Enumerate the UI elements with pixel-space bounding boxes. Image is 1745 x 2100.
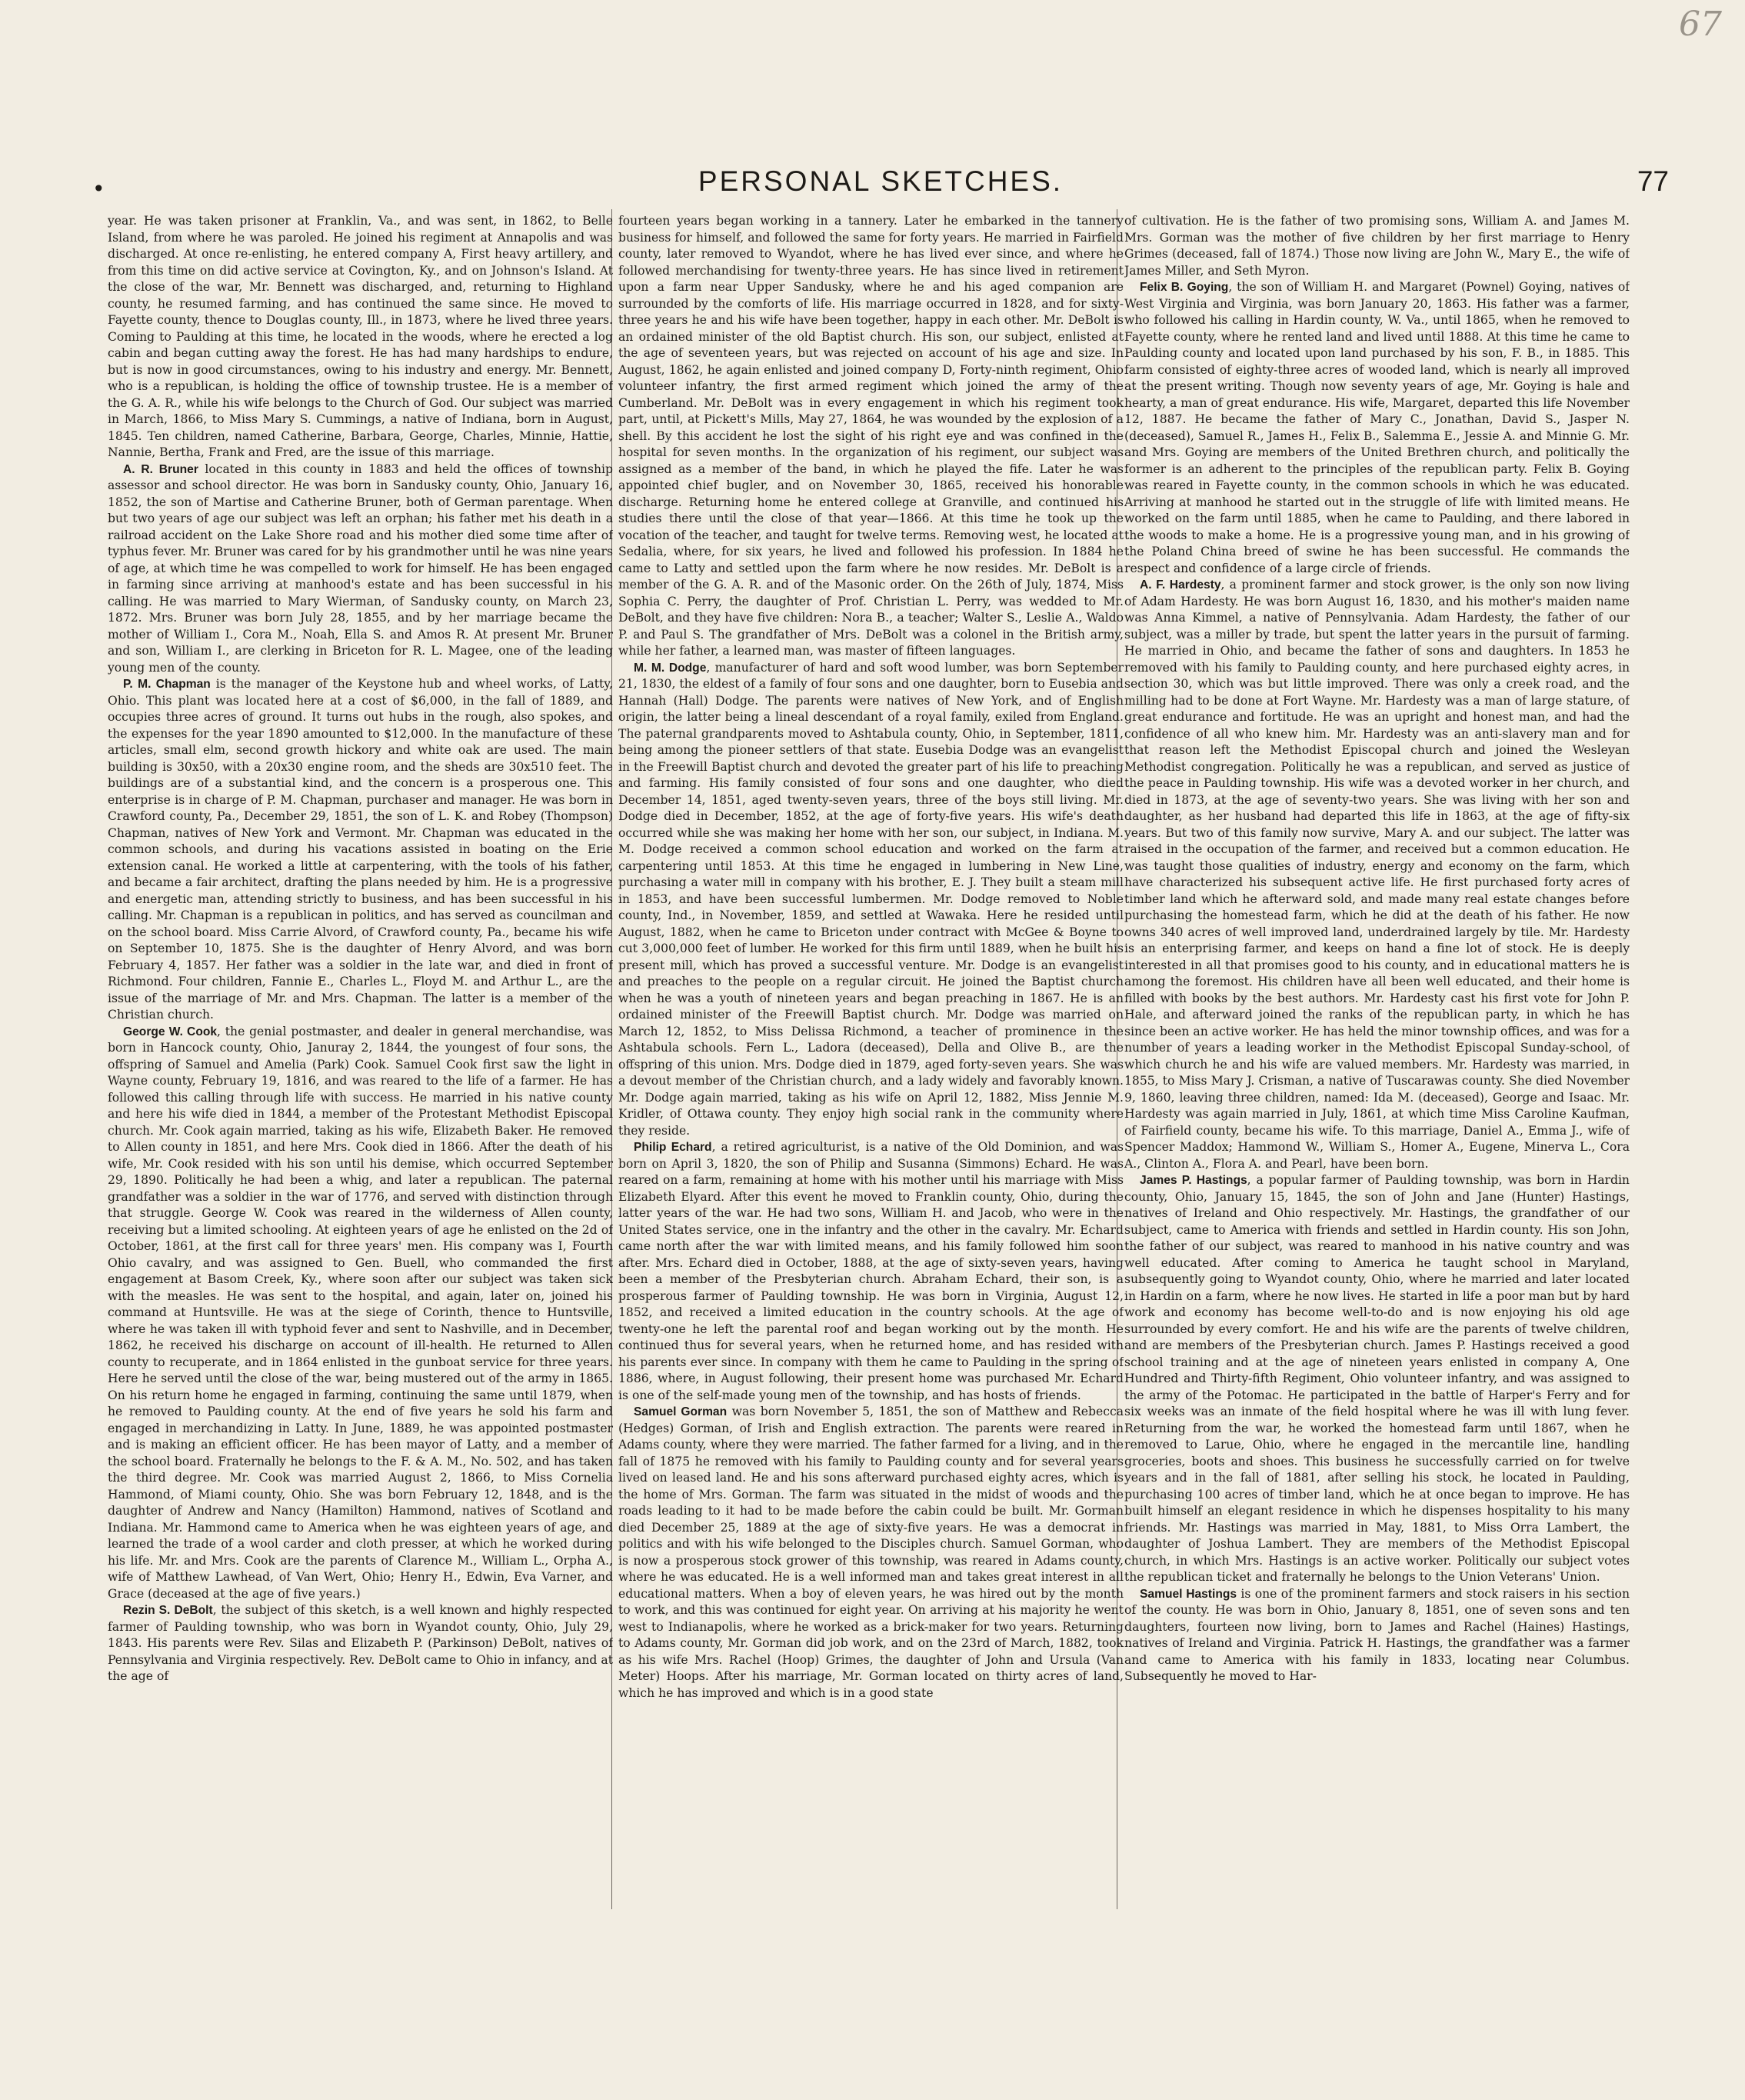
- hastings-sketch: [1124, 1172, 1630, 1586]
- hardesty-name: A. F. Hardesty: [1140, 578, 1221, 592]
- gorman-sketch: [618, 1404, 1124, 1702]
- debolt-name: Rezin S. DeBolt: [123, 1604, 213, 1617]
- cook-sketch: [108, 1024, 613, 1603]
- handwritten-page-mark: 67: [1679, 5, 1722, 44]
- cook-name: George W. Cook: [123, 1025, 218, 1038]
- bruner-sketch: [108, 462, 613, 677]
- chapman-text: is the manager of the Keystone hub and wheel works, of Latty, Ohio. This plant was located here at a cost of $6,000, in the fall of 1889, and occupies three acres of ground. It turns out hubs in the rough, also spokes, and the expenses for the year 1890 amounted to $12,000. In the manufacture of these articles, small elm, second growth hickory and white oak are used. The main building is 30x50, with a 20x30 engine room, and the sheds are 30x510 feet. The buildings are of a substantial kind, and the concern is a prosperous one. This enterprise is in charge of P. M. Chapman, purchaser and manager. He was born in Crawford county, Pa., December 29, 1851, the son of L. K. and Robey (Thompson) Chapman, natives of New York and Vermont. Mr. Chapman was educated in the common schools, and during his vacations assisted in boating on the Erie extension canal. He worked a little at carpentering, with the tools of his father, and became a fair architect, drafting the plans needed by him. He is a progressive and energetic man, attending strictly to business, and has been successful in his calling. Mr. Chapman is a republican in politics, and has served as councilman and on the school board. Miss Carrie Alvord, of Crawford county, Pa., became his wife on September 10, 1875. She is the daughter of Henry Alvord, and was born February 4, 1857. Her father was a soldier in the late war, and died in front of Richmond. Four children, Fannie E., Charles L., Floyd M. and Arthur L., are the issue of the marriage of Mr. and Mrs. Chapman. The latter is a member of the Christian church.: [108, 677, 613, 1022]
- chapman-name: P. M. Chapman: [123, 678, 211, 691]
- goying-sketch: [1124, 279, 1630, 577]
- goying-text: , the son of William H. and Margaret (Pownel) Goying, natives of West Virginia and Virginia, was born January 20, 1863. His father was a farmer, who followed his calling in Hardin county, W. Va., until 1865, when he removed to Fayette county, where he rented land and lived until 1888. At this time he came to Paulding county and located upon land purchased by his son, F. B., in 1885. This farm consisted of eighty-three acres of wooded land, which is nearly all improved at the present writing. Though now seventy years of age, Mr. Goying is hale and hearty, a man of great endurance. His wife, Margaret, departed this life November 12, 1887. He became the father of Mary C., Jonathan, David S., Jasper N. (deceased), Samuel R., James H., Felix B., Salemma E., Jessie A. and Minnie G. Mr. and Mrs. Goying are members of the United Brethren church, and politically the former is an adherent to the principles of the republican party. Felix B. Goying was reared in Fayette county, in the common schools in which he was educated. Arriving at manhood he started out in the struggle of life with limited means. He worked on the farm until 1885, when he came to Paulding, and there labored in the woods to make a home. He is a progressive young man, and in his growing of the Poland China breed of swine he has been successful. He commands the respect and confidence of a large circle of friends.: [1124, 280, 1630, 575]
- text-column-2: [618, 213, 1124, 1912]
- bennett-sketch-continued: year. He was taken prisoner at Franklin, Va., and was sent, in 1862, to Belle Island, from where he was paroled. He joined his regiment at Annapolis and was discharged. At once re-enlisting, he entered company A, First heavy artillery, and from this time on did active service at Covington, Ky., and on Johnson's Island. At the close of the war, Mr. Bennett was discharged, and, returning to Highland county, he resumed farming, and has continued the same since. He moved to Fayette county, thence to Douglas county, Ill., in 1873, where he lived three years. Coming to Paulding at this time, he located in the woods, where he erected a log cabin and began cutting away the forest. He has had many hardships to endure, but is now in good circumstances, owing to his industry and energy. Mr. Bennett, who is a republican, is holding the office of township trustee. He is a member of the G. A. R., while his wife belongs to the Church of God. Our subject was married in March, 1866, to Miss Mary S. Cummings, a native of Indiana, born in August, 1845. Ten children, named Catherine, Barbara, George, Charles, Minnie, Hattie, Nannie, Bertha, Frank and Fred, are the issue of this marriage.: [108, 214, 613, 459]
- text-column-3: [1124, 213, 1630, 1912]
- text-column-1: [108, 213, 613, 1912]
- hastings-text: , a popular farmer of Paulding township, was born in Hardin county, Ohio, January 15, 1845, the son of John and Jane (Hunter) Hastings, natives of Ireland and Ohio respectively. Mr. Hastings, the grandfather of our subject, came to America with friends and settled in Hardin county. His son John, the father of our subject, was reared to manhood in his native country and was well educated. After coming to America he taught school in Maryland, subsequently going to Wyandot county, Ohio, where he married and later located in Hardin on a farm, where he now lives. He started in life a poor man but by hard work and economy has become well-to-do and is now enjoying his old age surrounded by every comfort. He and his wife are the parents of twelve children, and are members of the Presbyterian church. James P. Hastings received a good school training and at the age of nineteen years enlisted in company A, One Hundred and Thirty-fifth Regiment, Ohio volunteer infantry, and was assigned to the army of the Potomac. He participated in the battle of Harper's Ferry and for six weeks was an inmate of the field hospital where he was ill with lung fever. Returning from the war, he worked the homestead farm until 1867, when he removed to Larue, Ohio, where he engaged in the mercantile line, handling groceries, boots and shoes. This business he successfully carried on for twelve years and in the fall of 1881, after selling his stock, he located in Paulding, purchasing 100 acres of timber land, which he at once began to improve. He has built himself an elegant residence in which he dispenses hospitality to his many friends. Mr. Hastings was married in May, 1881, to Miss Orra Lambert, the daughter of Joshua Lambert. They are members of the Methodist Episcopal church, in which Mrs. Hastings is an active worker. Politically our subject votes the republican ticket and fraternally he belongs to the Union Veterans' Union.: [1124, 1173, 1630, 1584]
- samuel-hastings-name: Samuel Hastings: [1140, 1587, 1237, 1601]
- page-header: [92, 165, 1669, 204]
- debolt-sketch: [108, 1602, 613, 1685]
- debolt-sketch-continued: fourteen years began working in a tannery. Later he embarked in the tannery business for himself, and followed the same for forty years. He married in Fairfield county, later removed to Wyandot, where he has lived ever since, and where he followed merchandising for twenty-three years. He has since lived in retirement upon a farm near Upper Sandusky, where he and his aged companion are surrounded by the comforts of life. His marriage occurred in 1828, and for sixty-three years he and his wife have been together, happy in each other. Mr. DeBolt is an ordained minister of the old Baptist church. His son, our subject, enlisted at the age of seventeen years, but was rejected on account of his age and size. In August, 1862, he again enlisted and joined company D, Forty-ninth regiment, Ohio volunteer infantry, the first armed regiment which joined the army of the Cumberland. Mr. DeBolt was in every engagement in which his regiment took part, until, at Pickett's Mills, May 27, 1864, he was wounded by the explosion of a shell. By this accident he lost the sight of his right eye and was confined in the hospital for seven months. In the organization of his regiment, our subject was assigned as a member of the band, in which he played the fife. Later he was appointed chief bugler, and on November 30, 1865, received his honorable discharge. Returning home he entered college at Granville, and continued his studies there until the close of that year—1866. At this time he took up the vocation of the teacher, and taught for twelve terms. Removing west, he located at Sedalia, where, for six years, he lived and followed his profession. In 1884 he came to Latty and settled upon the farm where he now resides. Mr. DeBolt is a member of the G. A. R. and of the Masonic order. On the 26th of July, 1874, Miss Sophia C. Perry, the daughter of Prof. Christian L. Perry, was wedded to Mr. DeBolt, and they have five children: Nora B., a teacher; Walter S., Leslie A., Waldo P. and Paul S. The grandfather of Mrs. DeBolt was a colonel in the British army, while her father, a learned man, was master of fifteen languages.: [618, 214, 1124, 658]
- dodge-sketch: [618, 660, 1124, 1140]
- samuel-hastings-text: is one of the prominent farmers and stock raisers in his section of the county. He was born in Ohio, January 8, 1851, one of seven sons and ten daughters, fourteen now living, born to James and Rachel (Haines) Hastings, natives of Ireland and Virginia. Patrick H. Hastings, the grandfather was a farmer and came to America with his family in 1833, locating near Columbus. Subsequently he moved to Har-: [1124, 1586, 1630, 1683]
- hardesty-text: , a prominent farmer and stock grower, is the only son now living of Adam Hardesty. He was born August 16, 1830, and his mother's maiden name was Anna Kimmel, a native of Pennsylvania. Adam Hardesty, the father of our subject, was a miller by trade, but spent the latter years in the pursuit of farming. He married in Ohio, and became the father of sons and daughters. In 1853 he removed with his family to Paulding county, and here purchased eighty acres, in section 30, which was but little improved. There was only a creek road, and the milling had to be done at Fort Wayne. Mr. Hardesty was a man of large stature, of great endurance and fortitude. He was an upright and honest man, and had the confidence of all who knew him. Mr. Hardesty was an anti-slavery man and for that reason left the Methodist Episcopal church and joined the Wesleyan Methodist congregation. Politically he was a republican, and served as justice of the peace in Paulding township. His wife was a devoted worker in her church, and died in 1873, at the age of seventy-two years. She was living with her son and daughter, as her husband had departed this life in 1863, at the age of fifty-six years. But two of this family now survive, Mary A. and our subject. The latter was raised in the occupation of the farmer, and received but a common education. He was taught those qualities of industry, energy and economy on the farm, which have characterized his subsequent active life. He first purchased forty acres of timber land which he afterward sold, and made many real estate changes before purchasing the homestead farm, which he did at the death of his father. He now owns 340 acres of well improved land, underdrained largely by tile. Mr. Hardesty is an enterprising farmer, and keeps on hand a fine lot of stock. He is deeply interested in all that promises good to his county, and in educational matters he is among the foremost. His children have all been well educated, and their home is filled with books by the best authors. Mr. Hardesty cast his first vote for John P. Hale, and afterward joined the ranks of the republican party, in which he has since been an active worker. He has held the minor township offices, and was for a number of years a leading worker in the Methodist Episcopal Sunday-school, of which church he and his wife are valued members. Mr. Hardesty was married, in 1855, to Miss Mary J. Crisman, a native of Tuscarawas county. She died November 9, 1860, leaving three children, named: Ida M. (deceased), George and Isaac. Mr. Hardesty was again married in July, 1861, at which time Miss Caroline Kaufman, of Fairfield county, became his wife. To this marriage, Daniel A., Emma J., wife of Spencer Maddox; Hammond W., William S., Homer A., Eugene, Minerva L., Cora A., Clinton A., Flora A. and Pearl, have been born.: [1124, 578, 1630, 1171]
- hastings-name: James P. Hastings: [1140, 1174, 1247, 1187]
- gorman-sketch-continued: of cultivation. He is the father of two promising sons, William A. and James M. Mrs. Gorman was the mother of five children by her first marriage to Henry Grimes (deceased, fall of 1874.) Those now living are John W., Mary E., the wife of James Miller, and Seth Myron.: [1124, 214, 1630, 278]
- gorman-text: was born November 5, 1851, the son of Matthew and Rebecca (Hedges) Gorman, of Irish and English extraction. The parents were reared in Adams county, where they were married. The father farmed for a living, and in the fall of 1875 he removed with his family to Paulding county and for several years lived on leased land. He and his sons afterward purchased eighty acres, which is the home of Mrs. Gorman. The farm was situated in the midst of woods and the roads leading to it had to be made before the cabin could be built. Mr. Gorman died December 25, 1889 at the age of sixty-five years. He was a democrat in politics and with his wife belonged to the Disciples church. Samuel Gorman, who is now a prosperous stock grower of this township, was reared in Adams county, where he was educated. He is a well informed man and takes great interest in all educational matters. When a boy of eleven years, he was hired out by the month to work, and this was continued for eight year. On arriving at his majority he went west to Indianapolis, where he worked as a brick-maker for two years. Returning to Adams county, Mr. Gorman did job work, and on the 23rd of March, 1882, took as his wife Mrs. Rachel (Hoop) Grimes, the daughter of John and Ursula (Van Meter) Hoops. After his marriage, Mr. Gorman located on thirty acres of land, which he has improved and which is in a good state: [618, 1405, 1124, 1700]
- echard-text: , a retired agriculturist, is a native of the Old Dominion, and was born on April 3, 1820, the son of Philip and Susanna (Simmons) Echard. He was reared on a farm, remaining at home with his mother until his marriage with Miss Elizabeth Elyard. After this event he moved to Franklin county, Ohio, during the latter years of the war. He had two sons, William H. and Jacob, who were in the United States service, one in the infantry and the other in the cavalry. Mr. Echard came north after the war with limited means, and his family followed him soon after. Mrs. Echard died in October, 1888, at the age of sixty-seven years, having been a member of the Presbyterian church. Abraham Echard, their son, is a prosperous farmer of Paulding township. He was born in Virginia, August 12, 1852, and received a limited education in the country schools. At the age of twenty-one he left the parental roof and began working out by the month. He continued thus for several years, when he returned home, and has resided with his parents ever since. In company with them he came to Paulding in the spring of 1886, where, in August following, their present home was purchased Mr. Echard is one of the self-made young men of the township, and has hosts of friends.: [618, 1140, 1124, 1402]
- bruner-text: located in this county in 1883 and held the offices of township assessor and school director. He was born in Sandusky county, Ohio, January 16, 1852, the son of Martise and Catherine Bruner, both of German parentage. When but two years of age our subject was left an orphan; his father met his death in a railroad accident on the Lake Shore road and his mother died some time after of typhus fever. Mr. Bruner was cared for by his grandmother until he was nine years of age, at which time he was compelled to work for himself. He has been engaged in farming since arriving at manhood's estate and has been successful in his calling. He was married to Mary Wierman, of Sandusky county, on March 23, 1872. Mrs. Bruner was born July 28, 1855, and by her marriage became the mother of William I., Cora M., Noah, Ella S. and Amos R. At present Mr. Bruner and son, William I., are clerking in Briceton for R. L. Magee, one of the leading young men of the county.: [108, 462, 613, 675]
- gorman-name: Samuel Gorman: [634, 1405, 728, 1418]
- bruner-name: A. R. Bruner: [123, 462, 198, 476]
- echard-name: Philip Echard: [634, 1141, 712, 1154]
- chapman-sketch: [108, 676, 613, 1024]
- page-title: PERSONAL SKETCHES.: [698, 165, 1064, 197]
- dodge-text: , manufacturer of hard and soft wood lumber, was born September 21, 1830, the eldest of a family of four sons and one daughter, born to Eusebia and Hannah (Hall) Dodge. The parents were natives of New York, and of English origin, the latter being a lineal descendant of a royal family, exiled from England. The paternal grandparents moved to Ashtabula county, Ohio, in September, 1811, being among the pioneer settlers of that state. Eusebia Dodge was an evangelist in the Freewill Baptist church and devoted the greater part of his life to preaching and farming. His family consisted of four sons and one daughter, who died December 14, 1851, aged twenty-seven years, three of the boys still living. Mr. Dodge died in December, 1852, at the age of forty-five years. His wife's death occurred while she was making her home with her son, our subject, in Indiana. M. M. Dodge received a common school education and worked on the farm at carpentering until 1853. At this time he engaged in lumbering in New Line, purchasing a water mill in company with his brother, E. J. They built a steam mill in 1853, and have been successful lumbermen. Mr. Dodge removed to Noble county, Ind., in November, 1859, and settled at Wawaka. Here he resided until August, 1882, when he came to Briceton under contract with McGee & Boyne to cut 3,000,000 feet of lumber. He worked for this firm until 1889, when he built his present mill, which has proved a successful venture. Mr. Dodge is an evangelist and preaches to the people on a regular circuit. He joined the Baptist church when he was a youth of nineteen years and began preaching in 1867. He is an ordained minister of the Freewill Baptist church. Mr. Dodge was married on March 12, 1852, to Miss Delissa Richmond, a teacher of prominence in the Ashtabula schools. Fern L., Ladora (deceased), Della and Olive B., are the offspring of this union. Mrs. Dodge died in 1879, aged forty-seven years. She was a devout member of the Christian church, and a lady widely and favorably known. Mr. Dodge again married, taking as his wife on April 12, 1882, Miss Jennie M. Kridler, of Ottawa county. They enjoy high social rank in the community where they reside.: [618, 660, 1124, 1138]
- page-number: 77: [1637, 165, 1669, 197]
- echard-sketch: [618, 1139, 1124, 1404]
- dodge-name: M. M. Dodge: [634, 661, 707, 675]
- goying-name: Felix B. Goying: [1140, 281, 1229, 294]
- cook-text: , the genial postmaster, and dealer in general merchandise, was born in Hancock county, Ohio, Januray 2, 1844, the youngest of four sons, the offspring of Samuel and Amelia (Park) Cook. Samuel Cook first saw the light in Wayne county, February 19, 1816, and was reared to the life of a farmer. He has followed this calling through life with success. He married in his native county and here his wife died in 1844, a member of the Protestant Methodist Episcopal church. Mr. Cook again married, taking as his wife, Elizabeth Baker. He removed to Allen county in 1851, and here Mrs. Cook died in 1866. After the death of his wife, Mr. Cook resided with his son until his demise, which occurred September 29, 1890. Politically he had been a whig, and later a republican. The paternal grandfather was a soldier in the war of 1776, and served with distinction through that struggle. George W. Cook was reared in the wilderness of Allen county, receiving but a limited schooling. At eighteen years of age he enlisted on the 2d of October, 1861, at the first call for three years' men. His company was I, Fourth Ohio cavalry, and was assigned to Gen. Buell, who commanded the first engagement at Basom Creek, Ky., where soon after our subject was taken sick with the measles. He was sent to the hospital, and again, later on, joined his command at Huntsville. He was at the siege of Corinth, thence to Huntsville, where he was taken ill with typhoid fever and sent to Nashville, and in December, 1862, he received his discharge on account of ill-health. He returned to Allen county to recuperate, and in 1864 enlisted in the gunboat service for three years. Here he served until the close of the war, being mustered out of the army in 1865. On his return home he engaged in farming, continuing the same until 1879, when he removed to Paulding county. At the end of five years he sold his farm and engaged in merchandizing in Latty. In June, 1889, he was appointed postmaster and is making an efficient officer. He has been mayor of Latty, and a member of the school board. Fraternally he belongs to the F. & A. M., No. 502, and has taken the third degree. Mr. Cook was married August 2, 1866, to Miss Cornelia Hammond, of Miami county, Ohio. She was born February 12, 1848, and is the daughter of Andrew and Nancy (Hamilton) Hammond, natives of Scotland and Indiana. Mr. Hammond came to America when he was eighteen years of age, and learned the trade of a wool carder and cloth presser, at which he worked during his life. Mr. and Mrs. Cook are the parents of Clarence M., William L., Orpha A., wife of Matthew Lawhead, of Van Wert, Ohio; Henry H., Edwin, Eva Varner, and Grace (deceased at the age of five years.): [108, 1024, 613, 1601]
- hardesty-sketch: [1124, 577, 1630, 1172]
- debolt-text: , the subject of this sketch, is a well known and highly respected farmer of Paulding township, who was born in Wyandot county, Ohio, July 29, 1843. His parents were Rev. Silas and Elizabeth P. (Parkinson) DeBolt, natives of Pennsylvania and Virginia respectively. Rev. DeBolt came to Ohio in infancy, and at the age of: [108, 1603, 613, 1683]
- samuel-hastings-sketch: [1124, 1586, 1630, 1685]
- header-dot: •: [92, 176, 105, 202]
